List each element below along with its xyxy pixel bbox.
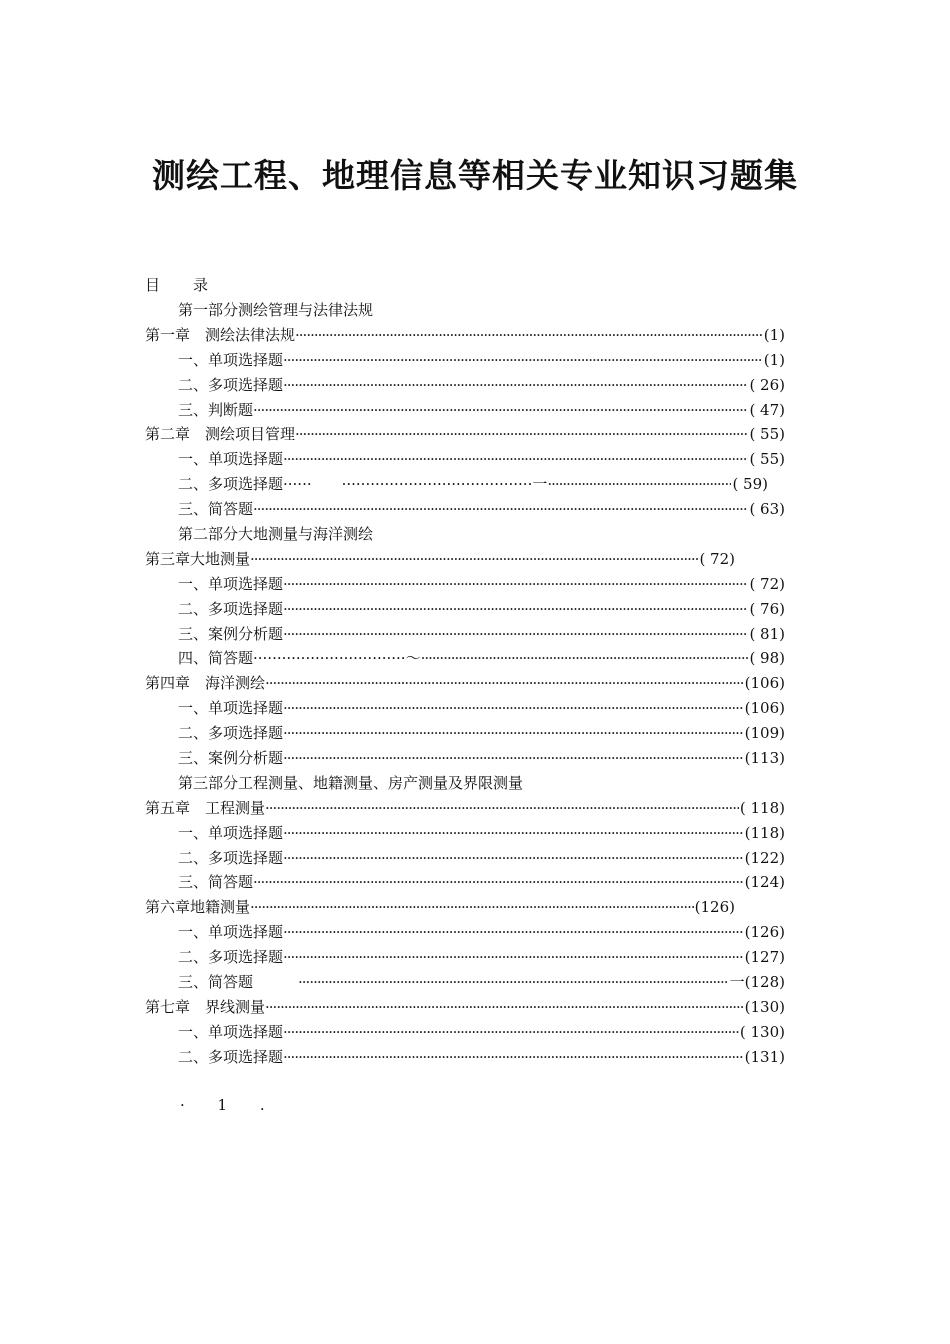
toc-entry-page: (127) [744,948,785,967]
toc-leader-dots [265,796,739,821]
toc-entry-page: (130) [744,997,785,1016]
document-title: 测绘工程、地理信息等相关专业知识习题集 [152,156,798,195]
toc-entry-page: ( 118) [739,798,785,817]
toc-leader-dots [283,597,748,622]
toc-entry [145,348,785,373]
toc-leader-dots [265,671,744,696]
toc-entry-label: 第一部分测绘管理与法律法规 [178,301,374,319]
toc-entry-label: 三、简答题 [178,500,254,519]
toc-entry-page: ( 26) [749,375,785,394]
toc-entry-label: 二、多项选择题 [178,948,284,967]
toc-entry-page: ( 130) [739,1022,785,1041]
toc-entry [145,497,785,522]
toc-leader-dots [547,472,731,497]
toc-entry-page: (126) [694,898,735,917]
toc-entry-label: 第四章 海洋测绘 [145,674,266,693]
toc-leader-dots [283,696,744,721]
toc-leader-dots [253,870,744,895]
toc-heading [145,273,785,298]
toc-entry-page: (118) [744,823,785,842]
toc-entry-label: 第三章大地测量 [145,549,251,568]
table-of-contents [145,273,785,1070]
toc-leader-dots [283,572,748,597]
toc-leader-dots [283,945,744,970]
toc-entry-page: (122) [744,848,785,867]
toc-section-heading [145,298,785,323]
toc-entry-page: ( 47) [749,400,785,419]
toc-entry-label: 一、单项选择题 [178,1022,284,1041]
toc-leader-dots [283,746,744,771]
toc-entry-page: ( 72) [699,549,735,568]
toc-entry-page: (124) [744,873,785,892]
toc-entry-label: 二、多项选择题 [178,724,284,743]
toc-entry-label: 三、判断题 [178,400,254,419]
toc-leader-dots [283,348,763,373]
toc-leader-dots [283,721,744,746]
toc-entry [145,398,785,423]
toc-entry-label: 第二部分大地测量与海洋测绘 [178,525,374,544]
toc-entry-page: (113) [744,749,785,768]
toc-leader-dots [283,1045,744,1070]
toc-entry-page: (126) [744,923,785,942]
toc-entry [145,696,785,721]
toc-entry-label: 一、单项选择题 [178,823,284,842]
toc-entry [145,422,785,447]
toc-entry-label: 第七章 界线测量 [145,997,266,1016]
toc-entry [145,746,785,771]
toc-entry [145,846,785,871]
toc-entry-label: 三、简答题 [178,973,299,992]
toc-leader-dots [283,821,744,846]
toc-entry-label: 三、案例分析题 [178,749,284,768]
page-number: · 1 . [180,1096,279,1114]
toc-section-heading [145,771,785,796]
toc-entry-page: ( 55) [749,425,785,444]
toc-entry-page: ( 98) [749,649,785,668]
toc-entry [145,796,785,821]
toc-entry [145,895,735,920]
toc-leader-dots [295,422,748,447]
toc-entry-page: (1) [763,325,785,344]
toc-leader-dots [250,547,698,572]
toc-entry-label: 一、单项选择题 [178,350,284,369]
toc-entry [145,472,768,497]
toc-entry-label: 第二章 测绘项目管理 [145,425,296,444]
toc-entry [145,597,785,622]
toc-heading-char-2: 录 [193,276,209,294]
toc-entry [145,373,785,398]
toc-entry-page: (1) [763,350,785,369]
toc-leader-dots [253,398,748,423]
toc-entry-label: 二、多项选择题 [178,375,284,394]
toc-entry-label: 一、单项选择题 [178,574,284,593]
toc-entry-label: 二、多项选择题 [178,599,284,618]
toc-entry-label: 四、简答题································～ [178,649,421,668]
toc-entry-label: 三、案例分析题 [178,624,284,643]
toc-entry [145,323,785,348]
toc-entry [145,721,785,746]
toc-entry [145,920,785,945]
toc-entry-page: ( 55) [749,450,785,469]
toc-entry [145,1020,785,1045]
toc-leader-dots [283,846,744,871]
toc-leader-dots [283,920,744,945]
toc-entry [145,622,785,647]
toc-entry [145,970,785,995]
toc-entry-label: 一、单项选择题 [178,923,284,942]
toc-entries [145,298,785,1070]
toc-entry [145,945,785,970]
toc-entry-page: (106) [744,699,785,718]
toc-leader-dots [298,970,729,995]
toc-entry [145,821,785,846]
toc-leader-dots [250,895,694,920]
toc-leader-dots [265,995,744,1020]
toc-leader-dots [421,646,749,671]
toc-entry-page: ( 72) [749,574,785,593]
toc-entry-label: 一、单项选择题 [178,450,284,469]
toc-entry-label: 一、单项选择题 [178,699,284,718]
toc-entry-page: 一(128) [729,973,785,992]
toc-entry [145,572,785,597]
toc-entry [145,646,785,671]
toc-entry-page: (131) [744,1047,785,1066]
toc-entry-label: 二、多项选择题······ ········································一 [178,475,548,494]
toc-entry-label: 三、简答题 [178,873,254,892]
toc-entry-page: ( 63) [749,500,785,519]
toc-leader-dots [283,447,748,472]
toc-entry-page: ( 81) [749,624,785,643]
toc-entry-label: 二、多项选择题 [178,1047,284,1066]
toc-entry [145,547,735,572]
toc-entry [145,1045,785,1070]
toc-section-heading [145,522,785,547]
toc-entry [145,870,785,895]
toc-entry-page: (106) [744,674,785,693]
toc-leader-dots [283,1020,739,1045]
toc-entry-page: (109) [744,724,785,743]
toc-leader-dots [283,622,748,647]
toc-entry-label: 第一章 测绘法律法规 [145,325,296,344]
toc-leader-dots [283,373,748,398]
toc-entry-page: ( 76) [749,599,785,618]
toc-entry-page: ( 59) [732,475,768,494]
toc-entry [145,447,785,472]
toc-entry-label: 第三部分工程测量、地籍测量、房产测量及界限测量 [178,773,524,792]
toc-entry-label: 第六章地籍测量 [145,898,251,917]
toc-entry-label: 第五章 工程测量 [145,798,266,817]
toc-leader-dots [295,323,763,348]
toc-leader-dots [253,497,748,522]
toc-entry [145,671,785,696]
toc-entry [145,995,785,1020]
toc-entry-label: 二、多项选择题 [178,848,284,867]
toc-heading-char-1: 目 [145,276,161,294]
